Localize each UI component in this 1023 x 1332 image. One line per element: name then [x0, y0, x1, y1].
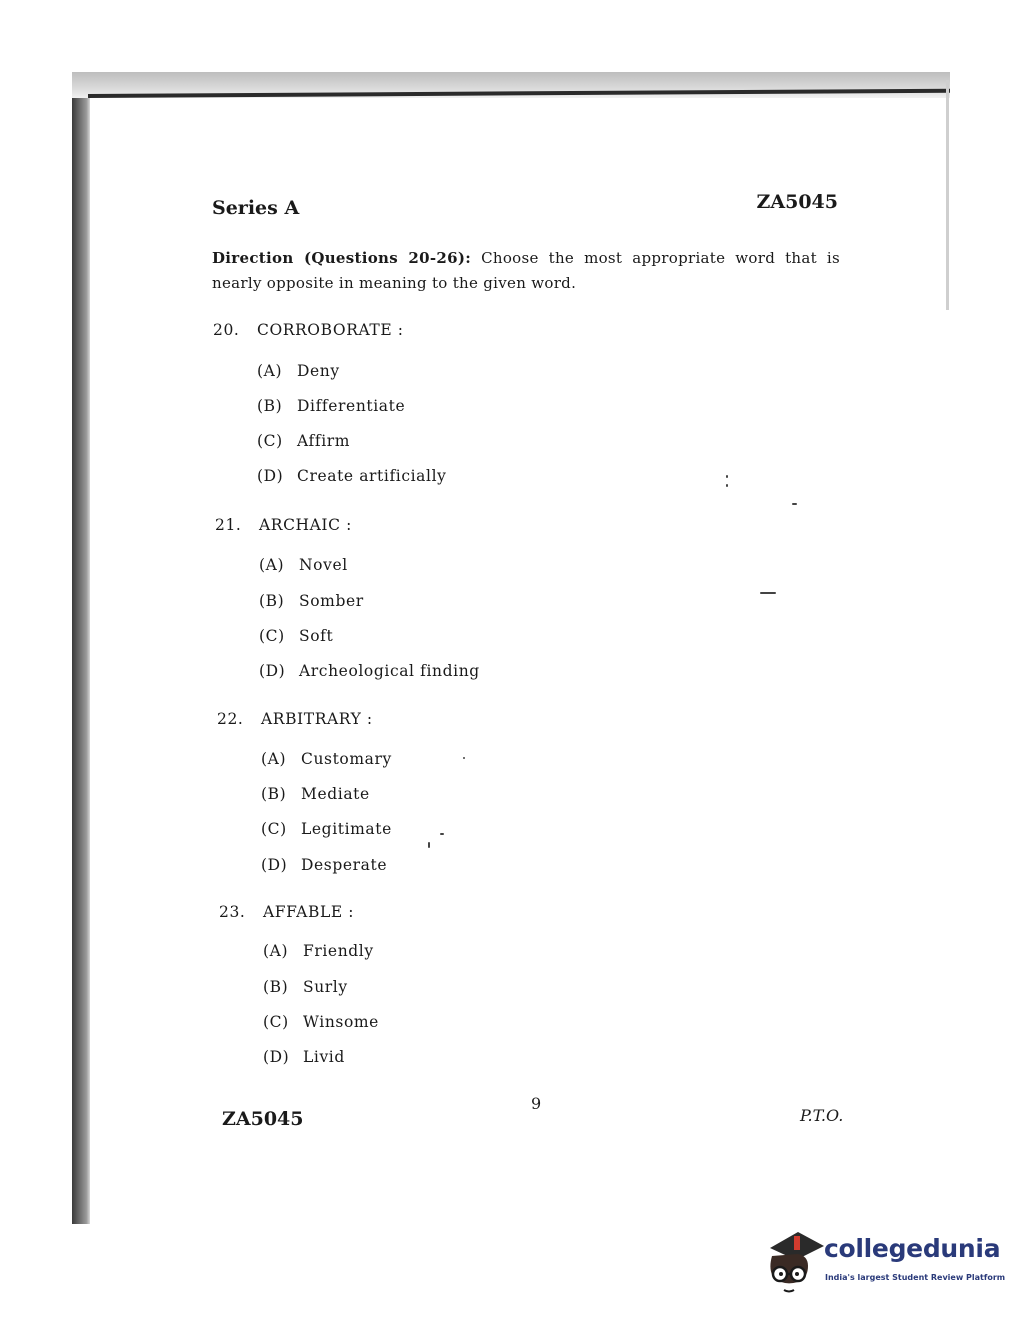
option-text: Soft: [299, 627, 334, 645]
option-letter: (B): [261, 785, 287, 803]
option-letter: (C): [257, 432, 283, 450]
question-number: 22.: [217, 710, 244, 728]
scan-speck: [726, 484, 728, 487]
option-letter: (B): [263, 978, 289, 996]
paper-code: ZA5045: [756, 191, 838, 213]
option-text: Livid: [303, 1048, 345, 1066]
option-text: Customary: [301, 750, 392, 768]
question-word: ARBITRARY :: [261, 710, 373, 728]
option-letter: (D): [261, 856, 288, 874]
option-text: Surly: [303, 978, 348, 996]
watermark-tagline: India's largest Student Review Platform: [825, 1273, 1006, 1282]
option-d: [261, 856, 387, 874]
option-text: Create artificially: [297, 467, 447, 485]
option-letter: (A): [263, 942, 289, 960]
scan-left-edge: [72, 72, 90, 1224]
option-text: Archeological finding: [299, 662, 480, 680]
scan-speck: [760, 592, 776, 594]
direction-text: [212, 246, 840, 296]
direction-label: Direction (Questions 20-26):: [212, 249, 472, 267]
option-a: [257, 362, 340, 380]
direction-body: Choose the most appropriate word that is nearly opposite in meaning to the given word.: [212, 249, 840, 292]
collegedunia-watermark: [764, 1226, 1006, 1296]
question-word: CORROBORATE :: [257, 321, 404, 339]
scan-speck: [440, 833, 444, 835]
option-text: Somber: [299, 592, 364, 610]
option-text: Mediate: [301, 785, 370, 803]
watermark-brand: collegedunia: [824, 1234, 1001, 1263]
question-word: AFFABLE :: [263, 903, 355, 921]
option-letter: (B): [257, 397, 283, 415]
question-number: 20.: [213, 321, 240, 339]
option-text: Desperate: [301, 856, 388, 874]
option-d: [263, 1048, 345, 1066]
option-letter: (C): [261, 820, 287, 838]
option-b: [257, 397, 405, 415]
option-b: [261, 785, 370, 803]
scan-right-edge: [946, 80, 949, 310]
scan-speck: [792, 503, 797, 505]
graduate-mascot-icon: [764, 1226, 826, 1296]
page-number: 9: [531, 1094, 542, 1113]
option-c: [261, 820, 392, 838]
option-text: Affirm: [297, 432, 351, 450]
question-word: ARCHAIC :: [259, 516, 352, 534]
scan-speck: [463, 757, 465, 759]
option-c: [259, 627, 333, 645]
option-d: [259, 662, 480, 680]
option-letter: (C): [263, 1013, 289, 1031]
option-c: [257, 432, 350, 450]
scan-speck: [726, 475, 728, 478]
option-letter: (D): [257, 467, 284, 485]
option-text: Friendly: [303, 942, 374, 960]
option-d: [257, 467, 447, 485]
option-text: Differentiate: [297, 397, 406, 415]
option-a: [261, 750, 392, 768]
option-text: Legitimate: [301, 820, 392, 838]
option-text: Winsome: [303, 1013, 379, 1031]
question-number: 23.: [219, 903, 246, 921]
option-a: [263, 942, 374, 960]
series-label: Series A: [212, 197, 300, 219]
option-text: Deny: [297, 362, 340, 380]
option-letter: (A): [257, 362, 283, 380]
option-c: [263, 1013, 379, 1031]
option-b: [263, 978, 348, 996]
footer-paper-code: ZA5045: [222, 1108, 304, 1130]
option-letter: (B): [259, 592, 285, 610]
option-a: [259, 556, 348, 574]
option-letter: (A): [259, 556, 285, 574]
option-letter: (D): [263, 1048, 290, 1066]
option-letter: (C): [259, 627, 285, 645]
scan-speck: [428, 842, 430, 848]
option-letter: (A): [261, 750, 287, 768]
option-letter: (D): [259, 662, 286, 680]
option-b: [259, 592, 364, 610]
option-text: Novel: [299, 556, 348, 574]
pto-label: P.T.O.: [800, 1106, 844, 1125]
question-number: 21.: [215, 516, 242, 534]
